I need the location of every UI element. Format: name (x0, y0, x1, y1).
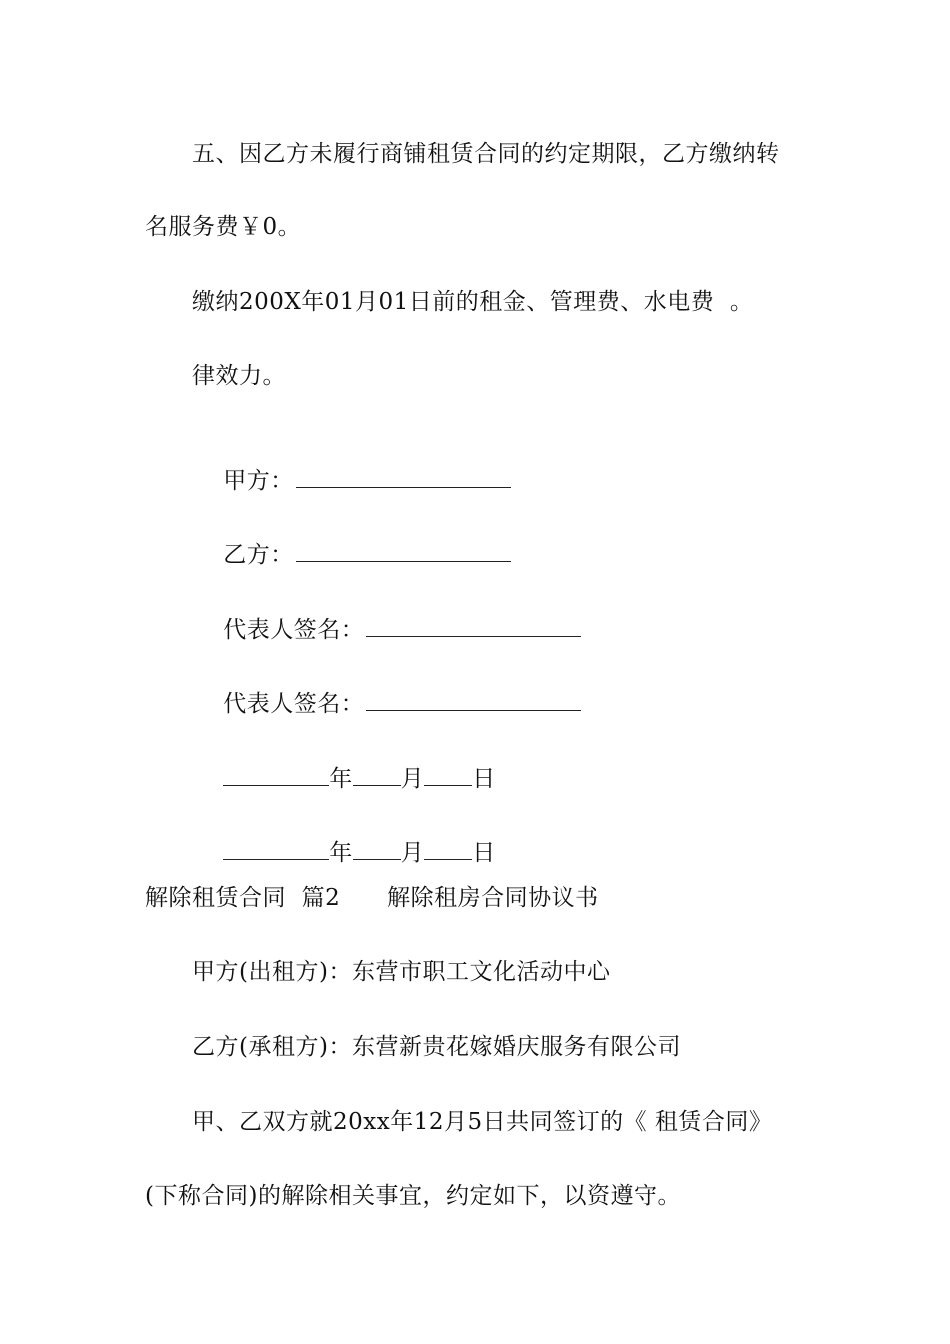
year-label-2: 年 (329, 840, 353, 866)
month-blank-1[interactable] (353, 765, 401, 786)
month-label-2: 月 (400, 840, 425, 866)
clause-5-line-1: 五、因乙方未履行商铺租赁合同的约定期限，乙方缴纳转 (192, 141, 780, 167)
month-blank-2[interactable] (353, 839, 401, 860)
rep-sign-label-2: 代表人签名： (223, 691, 365, 717)
month-label-1: 月 (400, 766, 425, 792)
party-b-label: 乙方： (223, 542, 294, 568)
payment-line: 缴纳200X年01月01日前的租金、管理费、水电费 。 (192, 289, 754, 315)
rep-sign-label-1: 代表人签名： (223, 617, 365, 643)
day-label-2: 日 (472, 840, 496, 866)
lessee-line: 乙方(承租方)：东营新贵花嫁婚庆服务有限公司 (192, 1034, 681, 1060)
day-label-1: 日 (472, 766, 496, 792)
rep-sign-blank-2[interactable] (366, 690, 581, 711)
party-a-label: 甲方： (223, 468, 294, 494)
party-b-blank[interactable] (296, 541, 511, 562)
clause-5-line-2: 名服务费￥0。 (145, 214, 302, 240)
year-label-1: 年 (329, 766, 353, 792)
year-blank-2[interactable] (223, 839, 329, 860)
intro-line-1: 甲、乙双方就20xx年12月5日共同签订的《 租赁合同》 (192, 1109, 773, 1135)
section-title: 解除租赁合同 篇2 解除租房合同协议书 (145, 885, 599, 911)
party-a-blank[interactable] (296, 467, 511, 488)
year-blank-1[interactable] (223, 765, 329, 786)
rep-sign-blank-1[interactable] (366, 616, 581, 637)
lessor-line: 甲方(出租方)：东营市职工文化活动中心 (192, 959, 611, 985)
day-blank-2[interactable] (424, 839, 472, 860)
legal-effect-line: 律效力。 (192, 363, 286, 389)
intro-line-2: (下称合同)的解除相关事宜，约定如下，以资遵守。 (145, 1183, 681, 1209)
day-blank-1[interactable] (424, 765, 472, 786)
